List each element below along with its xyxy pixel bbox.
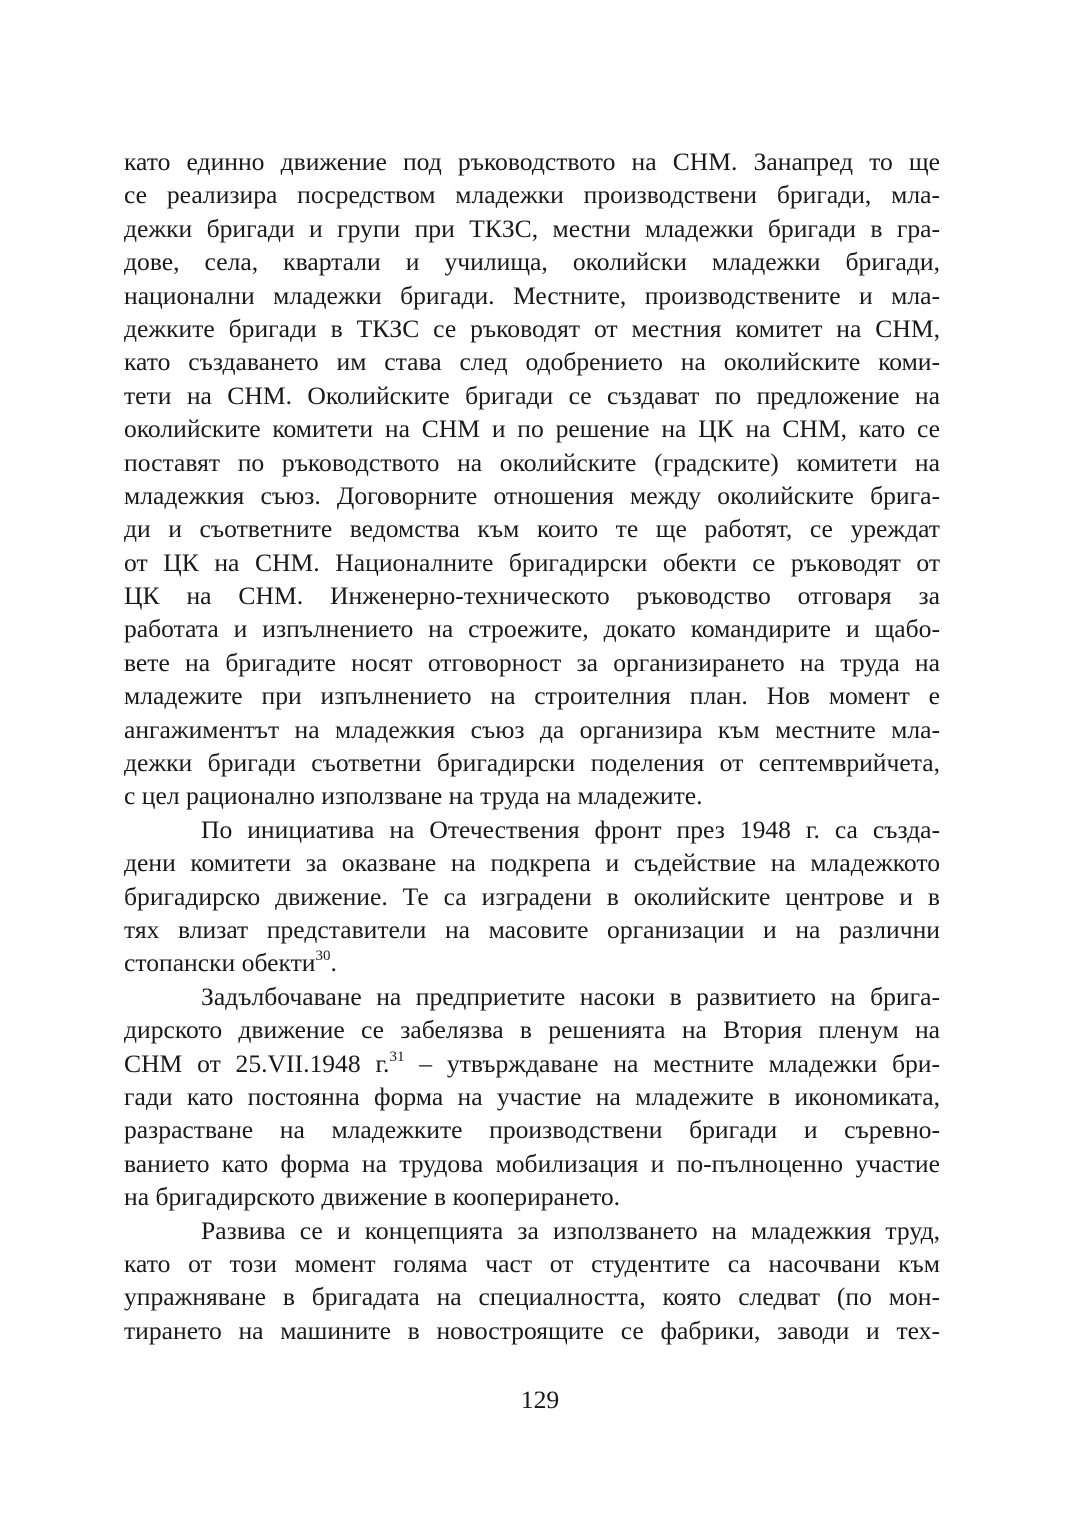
text-line: младежкия съюз. Договорните отношения между околийските брига- [124, 480, 940, 510]
page-number: 129 [520, 1385, 560, 1414]
text-line: дени комитети за оказване на подкрепа и съдействие на младежкото [124, 848, 940, 878]
text-fragment: СНМ от 25.VII.1948 г. [124, 1048, 390, 1078]
text-line: работата и изпълнението на строежите, докато командирите и щабо- [124, 614, 940, 644]
text-line: гади като постоянна форма на участие на младежите в икономиката, [124, 1081, 940, 1111]
text-line [124, 946, 940, 979]
text-line: ванието като форма на трудова мобилизация и по-пълноценно участие [124, 1148, 940, 1178]
text-line: ЦК на СНМ. Инженерно-техническото ръководство отговаря за [124, 581, 940, 611]
text-line: с цел рационално използване на труда на младежите. [124, 781, 703, 811]
text-fragment: . [330, 948, 337, 978]
text-line: като създаването им става след одобрението на околийските коми- [124, 347, 940, 377]
text-line: ангажиментът на младежкия съюз да организира към местните мла- [124, 714, 940, 744]
footnote-ref[interactable]: 30 [315, 948, 331, 965]
text-line: бригадирско движение. Те са изградени в околийските центрове и в [124, 881, 940, 911]
paragraph-3 [124, 980, 940, 1214]
text-line: тети на СНМ. Околийските бригади се създават по предложение на [124, 380, 940, 410]
page-body [124, 145, 940, 1347]
text-line: национални младежки бригади. Местните, производствените и мла- [124, 280, 940, 310]
text-fragment: – утвърждаване на местните младежки бри- [404, 1048, 940, 1078]
text-line: на бригадирското движение в коопериранeто. [124, 1182, 621, 1212]
text-line [124, 1047, 940, 1080]
text-line: дирското движение се забелязва в решенията на Втория пленум на [124, 1015, 940, 1045]
text-line: се реализира посредством младежки производствени бригади, мла- [124, 180, 940, 210]
text-line: тях влизат представители на масовите организации и на различни [124, 914, 940, 944]
footnote-ref[interactable]: 31 [389, 1048, 405, 1065]
text-line: поставят по ръководството на околийските (градските) комитети на [124, 447, 940, 477]
text-line: дежки бригади съответни бригадирски поделения от септемврийчета, [124, 748, 940, 778]
text-line: упражняване в бригадата на специалността, която следват (по мон- [124, 1282, 940, 1312]
text-line: вете на бригадите носят отговорност за организирането на труда на [124, 647, 940, 677]
text-line: Задълбочаване на предприетите насоки в развитието на брига- [201, 981, 940, 1011]
text-line: като единно движение под ръководството на СНМ. Занапред то ще [124, 147, 940, 176]
text-line: дежки бригади и групи при ТКЗС, местни младежки бригади в гра- [124, 213, 940, 243]
paragraph-1 [124, 145, 940, 813]
text-line: младежите при изпълнението на строителния план. Нов момент е [124, 681, 940, 711]
text-line: тирането на машините в новостроящите се фабрики, заводи и тех- [124, 1315, 940, 1345]
text-line: разрастване на младежките производствени бригади и съревно- [124, 1115, 940, 1145]
paragraph-4 [124, 1214, 940, 1348]
text-line: като от този момент голяма част от студентите са насочвани към [124, 1248, 940, 1278]
text-line: ди и съответните ведомства към които те ще работят, се уреждат [124, 514, 940, 544]
text-line: дежките бригади в ТКЗС се ръководят от местния комитет на СНМ, [124, 313, 940, 343]
paragraph-2 [124, 813, 940, 980]
text-line: По инициатива на Отечествения фронт през 1948 г. са създа- [201, 814, 940, 844]
text-line: Развива се и концепцията за използването на младежкия труд, [201, 1215, 940, 1245]
text-line: околийските комитети на СНМ и по решение на ЦК на СНМ, като се [124, 414, 940, 444]
text-fragment: стопански обекти [124, 948, 316, 978]
text-line: дове, села, квартали и училища, околийски младежки бригади, [124, 247, 940, 277]
text-line: от ЦК на СНМ. Националните бригадирски обекти се ръководят от [124, 547, 940, 577]
